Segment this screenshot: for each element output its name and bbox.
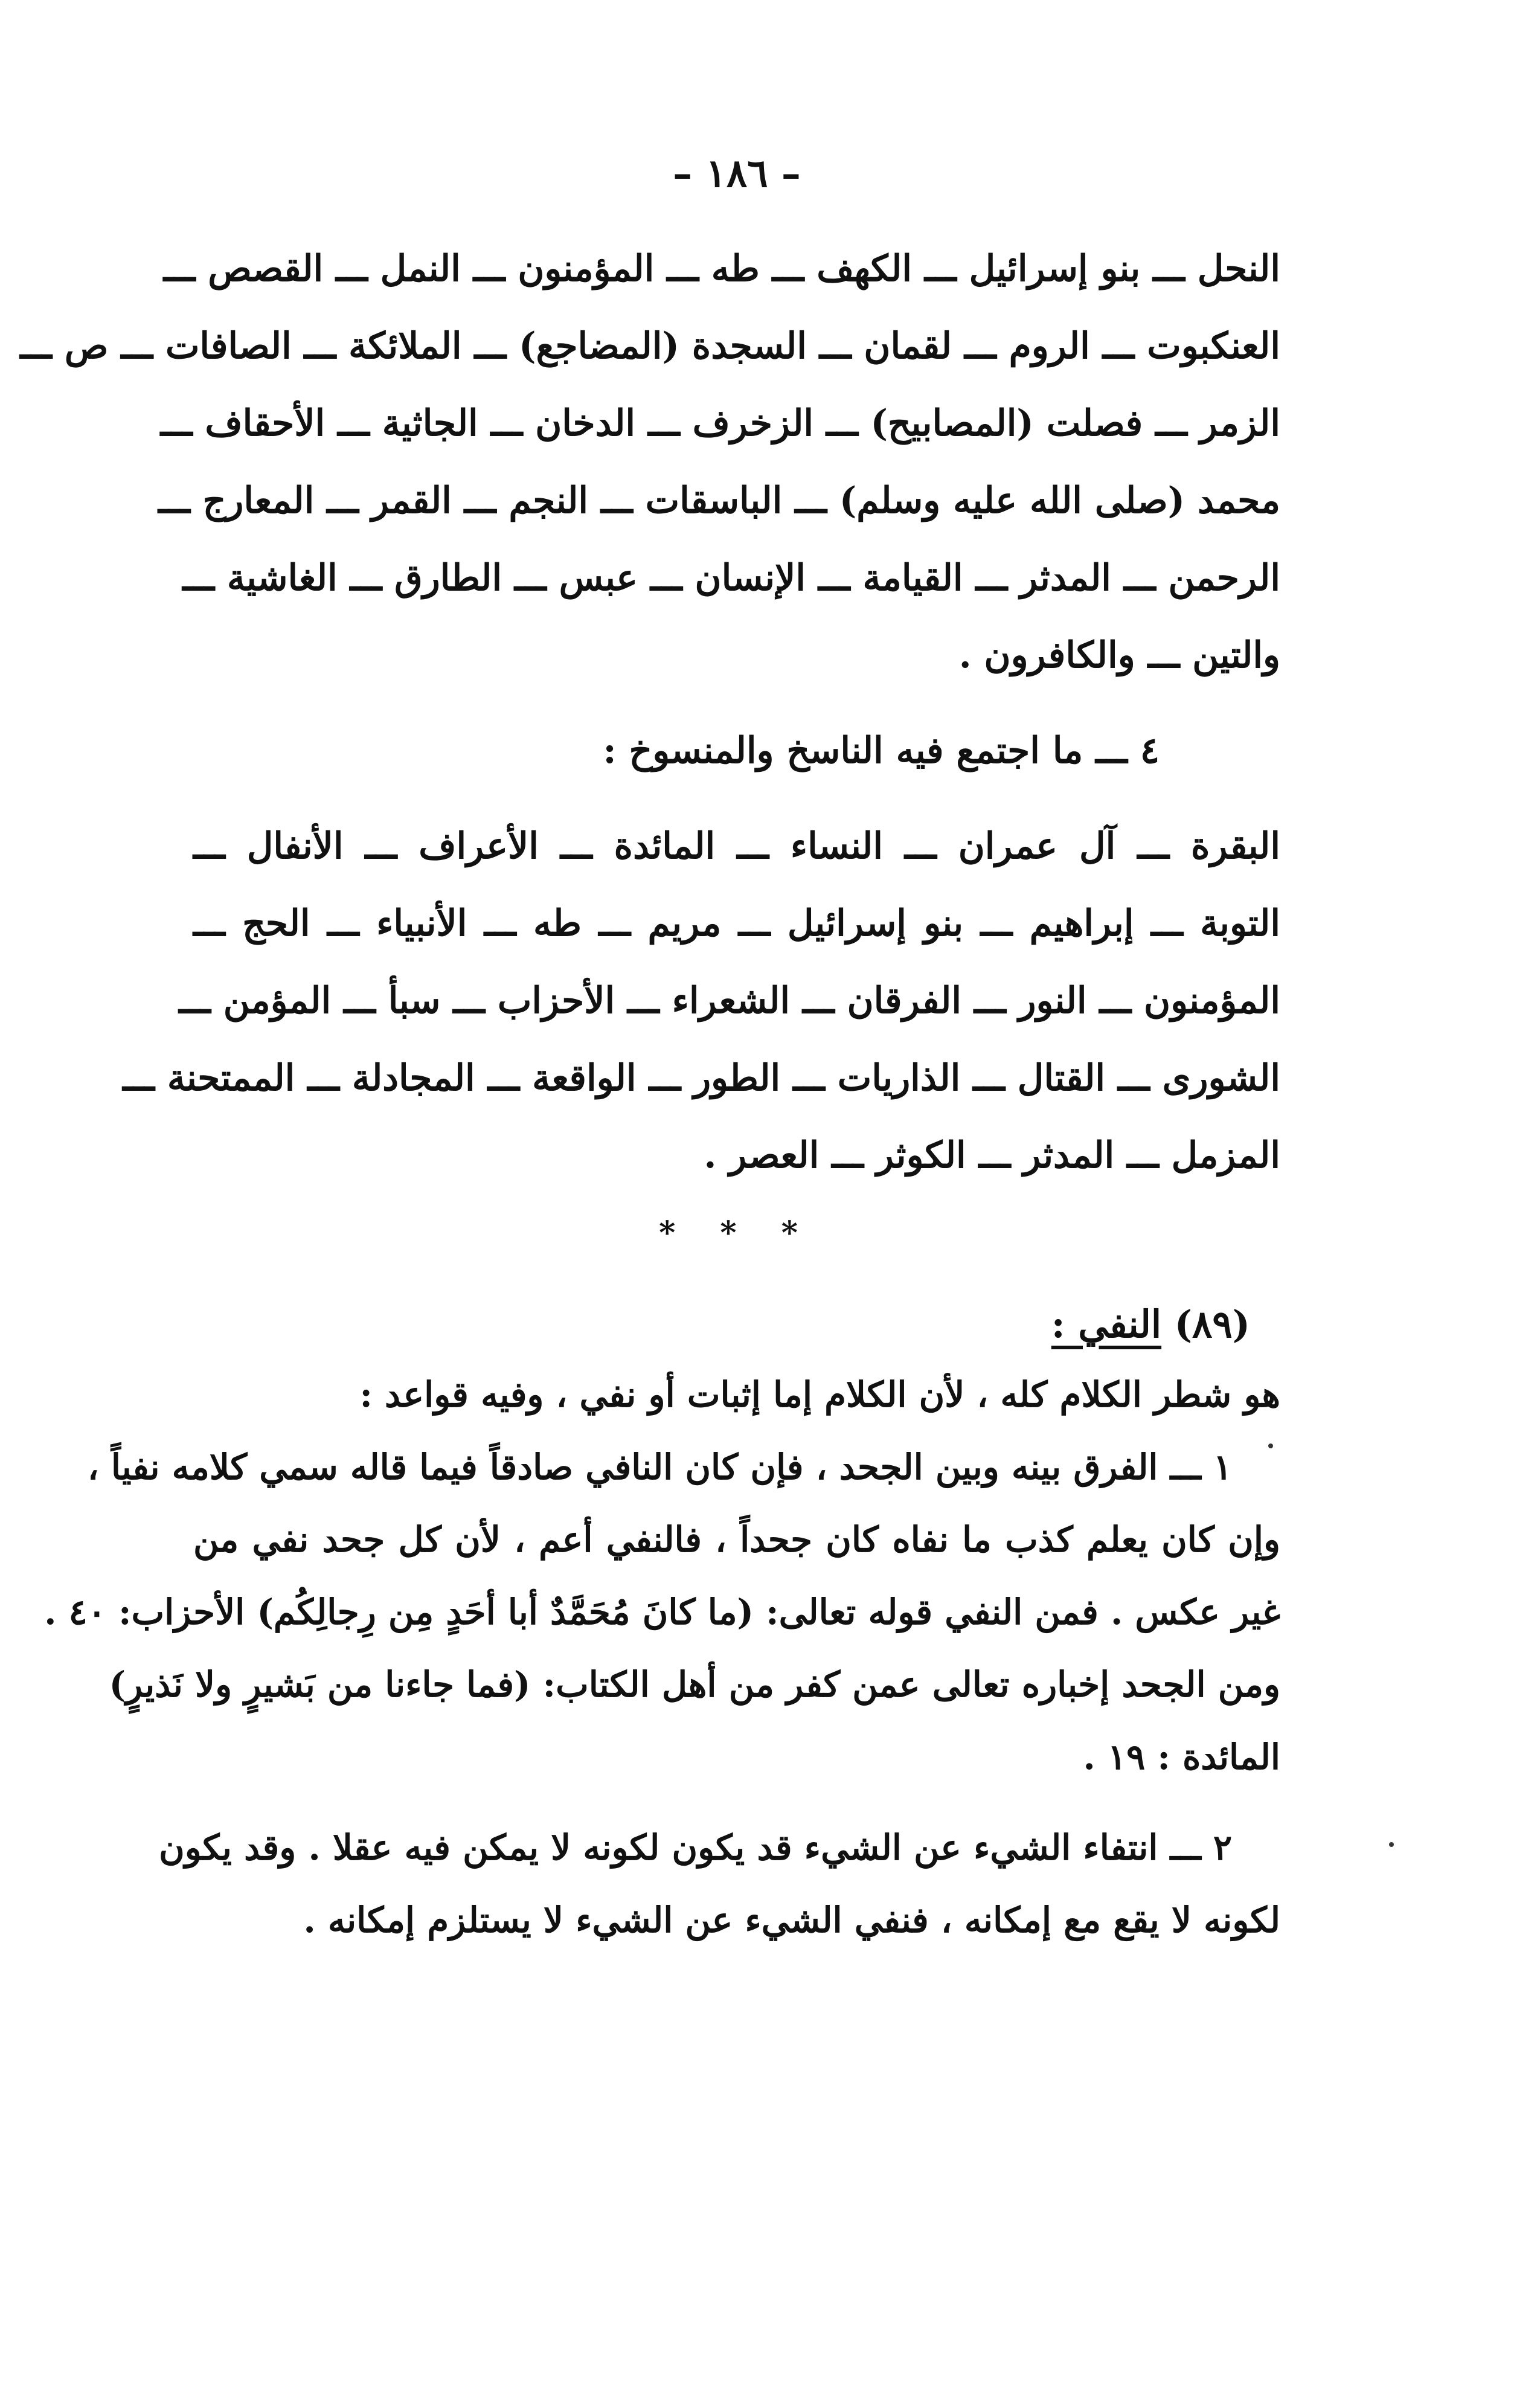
page <box>20 151 1280 1975</box>
text-line: البقرة ـــ آل عمران ـــ النساء ـــ المائدة ـــ الأعراف ـــ الأنفال ـــ <box>193 825 1280 867</box>
text-line: ومن الجحد إخباره تعالى عمن كفر من أهل الكتاب: (فما جاءنا من بَشيرٍ ولا نَذيرٍ) <box>109 1664 1280 1705</box>
section-title: ٤ ـــ ما اجتمع فيه الناسخ والمنسوخ : <box>603 730 1160 772</box>
scan-speck <box>1268 1443 1273 1448</box>
text-line: ٢ ـــ انتفاء الشيء عن الشيء قد يكون لكونه لا يمكن فيه عقلا . وقد يكون <box>159 1827 1232 1868</box>
text-line: العنكبوت ـــ الروم ـــ لقمان ـــ السجدة (المضاجع) ـــ الملائكة ـــ الصافات ـــ ص ـــ <box>20 325 1280 367</box>
text-line: محمد (صلى الله عليه وسلم) ـــ الباسقات ـــ النجم ـــ القمر ـــ المعارج ـــ <box>158 480 1280 522</box>
text-line: الزمر ـــ فصلت (المصابيح) ـــ الزخرف ـــ الدخان ـــ الجاثية ـــ الأحقاف ـــ <box>160 402 1280 445</box>
surah-list-block-1 <box>20 248 1280 676</box>
text-line: والتين ـــ والكافرون . <box>958 634 1280 676</box>
heading-number: (٨٩) <box>1174 1302 1250 1346</box>
section-heading <box>193 1302 1280 1346</box>
paragraph-2 <box>159 1827 1280 1941</box>
page-number: – ١٨٦ – <box>673 151 801 196</box>
text-line: التوبة ـــ إبراهيم ـــ بنو إسرائيل ـــ مريم ـــ طه ـــ الأنبياء ـــ الحج ـــ <box>193 902 1280 945</box>
text-line: المائدة : ١٩ . <box>1083 1736 1280 1777</box>
text-line: الرحمن ـــ المدثر ـــ القيامة ـــ الإنسان ـــ عبس ـــ الطارق ـــ الغاشية ـــ <box>182 557 1280 599</box>
text-line: المزمل ـــ المدثر ـــ الكوثر ـــ العصر . <box>704 1134 1280 1177</box>
text-line: النحل ـــ بنو إسرائيل ـــ الكهف ـــ طه ـــ المؤمنون ـــ النمل ـــ القصص ـــ <box>163 248 1280 290</box>
paragraph-1 <box>44 1374 1280 1777</box>
text-line: ١ ـــ الفرق بينه وبين الجحد ، فإن كان النافي صادقاً فيما قاله سمي كلامه نفياً ، <box>87 1447 1232 1488</box>
text-line: وإن كان يعلم كذب ما نفاه كان جحداً ، فالنفي أعم ، لأن كل جحد نفي من <box>193 1519 1280 1560</box>
text-line: الشورى ـــ القتال ـــ الذاريات ـــ الطور ـــ الواقعة ـــ المجادلة ـــ الممتحنة ـــ <box>123 1057 1280 1099</box>
heading-title: النفي : <box>1051 1302 1162 1346</box>
section-separator: * * * <box>659 1215 815 1251</box>
surah-list-block-2 <box>123 825 1280 1177</box>
scan-speck <box>1389 1842 1394 1847</box>
text-line: هو شطر الكلام كله ، لأن الكلام إما إثبات أو نفي ، وفيه قواعد : <box>359 1374 1280 1415</box>
text-line: المؤمنون ـــ النور ـــ الفرقان ـــ الشعراء ـــ الأحزاب ـــ سبأ ـــ المؤمن ـــ <box>179 980 1280 1022</box>
text-line: غير عكس . فمن النفي قوله تعالى: (ما كانَ مُحَمَّدٌ أبا أحَدٍ مِن رِجالِكُم) الأحزاب: ٤٠ . <box>44 1591 1280 1633</box>
text-line: لكونه لا يقع مع إمكانه ، فنفي الشيء عن الشيء لا يستلزم إمكانه . <box>303 1899 1280 1941</box>
